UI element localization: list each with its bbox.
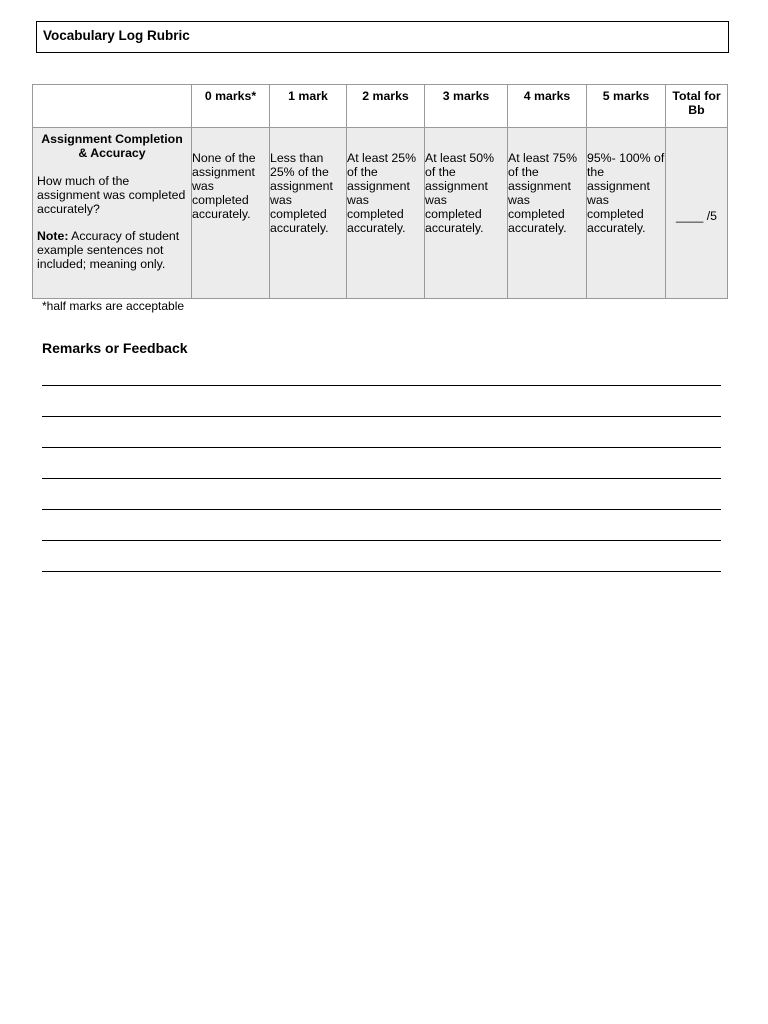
table-row (33, 128, 728, 299)
note-text: Accuracy of student example sentences not included; meaning only. (37, 229, 180, 271)
remarks-writing-line (42, 478, 721, 479)
remarks-writing-line (42, 416, 721, 417)
remarks-writing-line (42, 571, 721, 572)
total-cell (666, 128, 728, 299)
level-3-cell (425, 128, 508, 299)
remarks-writing-line (42, 385, 721, 386)
level-0-description: None of the assignment was completed accurately. (192, 151, 256, 221)
level-2-description: At least 25% of the assignment was completed accurately. (347, 150, 417, 235)
note-label: Note: (37, 229, 69, 243)
remarks-writing-line (42, 447, 721, 448)
remarks-heading: Remarks or Feedback (42, 340, 188, 356)
total-score-field: ____ /5 (675, 208, 718, 223)
header-cell-1-mark: 1 mark (270, 85, 347, 128)
level-4-description: At least 75% of the assignment was completed accurately. (508, 150, 578, 235)
level-0-cell (192, 128, 270, 299)
remarks-writing-line (42, 509, 721, 510)
level-4-cell (508, 128, 587, 299)
criterion-title: Assignment Completion & Accuracy (41, 132, 183, 160)
criterion-cell (33, 128, 192, 299)
level-5-cell (587, 128, 666, 299)
header-row (33, 85, 728, 128)
rubric-table (32, 84, 728, 299)
header-cell-0-marks: 0 marks* (192, 85, 270, 128)
header-cell-5-marks: 5 marks (587, 85, 666, 128)
level-5-description: 95%- 100% of the assignment was completed accurately. (587, 150, 665, 235)
header-cell-criterion (33, 85, 192, 128)
title-box (36, 21, 729, 53)
level-3-description: At least 50% of the assignment was completed accurately. (425, 150, 495, 235)
page-title: Vocabulary Log Rubric (43, 28, 190, 43)
remarks-writing-line (42, 540, 721, 541)
criterion-question: How much of the assignment was completed accurately? (37, 174, 186, 216)
header-cell-3-marks: 3 marks (425, 85, 508, 128)
level-2-cell (347, 128, 425, 299)
level-1-description: Less than 25% of the assignment was completed accurately. (270, 150, 333, 235)
footnote: *half marks are acceptable (42, 299, 185, 313)
header-cell-2-marks: 2 marks (347, 85, 425, 128)
level-1-cell (270, 128, 347, 299)
criterion-note (37, 229, 187, 271)
header-cell-4-marks: 4 marks (508, 85, 587, 128)
header-cell-total: Total for Bb (666, 85, 728, 128)
